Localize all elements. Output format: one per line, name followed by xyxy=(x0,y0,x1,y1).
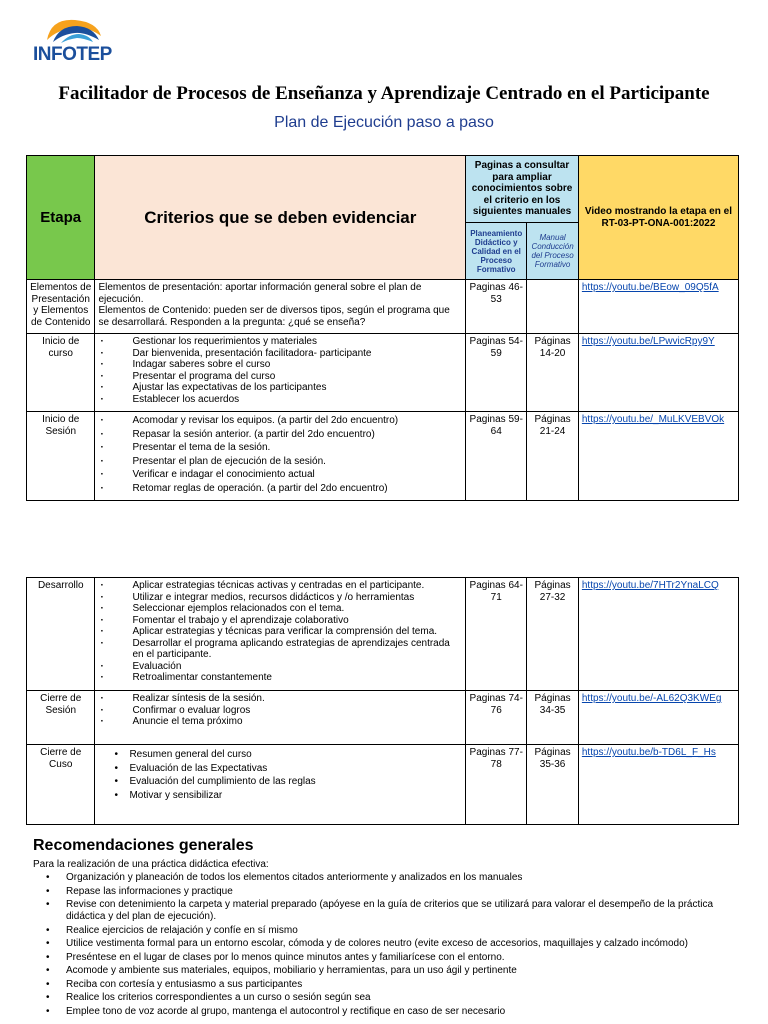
list-item: · Evaluación xyxy=(98,661,462,673)
etapa-cell: Inicio de curso xyxy=(27,334,95,412)
plan-table-part-1 xyxy=(26,155,739,501)
list-item: • Emplee tono de voz acorde al grupo, mantenga el autocontrol y rectifique en caso de ser necesario xyxy=(33,1006,733,1018)
logo-text: INFOTEP xyxy=(33,44,112,65)
video-link[interactable]: https://youtu.be/_MuLKVEBVOk xyxy=(581,414,725,425)
list-item: • Acomode y ambiente sus materiales, equipos, mobiliario y herramientas, para un uso ágil y pertinente xyxy=(33,965,733,977)
list-item: · Utilizar e integrar medios, recursos didácticos y /o herramientas xyxy=(98,592,462,604)
list-item: • Preséntese en el lugar de clases por lo menos quince minutos antes y familiarícese con el entorno. xyxy=(33,952,733,964)
list-item: · Presentar el plan de ejecución de la sesión. xyxy=(98,455,462,469)
list-item: · Ajustar las expectativas de los participantes xyxy=(98,382,462,394)
video-link[interactable]: https://youtu.be/b-TD6L_F_Hs xyxy=(581,747,716,758)
recommendations-intro: Para la realización de una práctica didáctica efectiva: xyxy=(33,859,269,870)
header-paginas: Paginas a consultar para ampliar conocimientos sobre el criterio en los siguientes manuales xyxy=(466,156,579,223)
list-item: • Resumen general del curso xyxy=(98,749,462,761)
paginas-planeamiento: Paginas 46-53 xyxy=(466,280,527,334)
video-cell xyxy=(578,334,738,412)
video-link[interactable]: https://youtu.be/BEow_09Q5fA xyxy=(581,282,719,293)
criterios-cell xyxy=(95,578,466,691)
paginas-conduccion: Páginas 14-20 xyxy=(527,334,579,412)
plan-table-part-2 xyxy=(26,577,739,825)
video-link[interactable]: https://youtu.be/-AL62Q3KWEg xyxy=(581,693,722,704)
list-item: · Establecer los acuerdos xyxy=(98,394,462,406)
etapa-cell: Inicio de Sesión xyxy=(27,412,95,501)
header-etapa: Etapa xyxy=(27,156,95,280)
video-cell xyxy=(578,691,738,745)
header-manual-conduccion: Manual Conducción del Proceso Formativo xyxy=(527,223,579,280)
list-item: • Motivar y sensibilizar xyxy=(98,790,462,802)
criterios-cell xyxy=(95,334,466,412)
list-item: · Fomentar el trabajo y el aprendizaje colaborativo xyxy=(98,615,462,627)
list-item: · Aplicar estrategias técnicas activas y centradas en el participante. xyxy=(98,580,462,592)
criterio-text: Elementos de presentación: aportar información general sobre el plan de ejecución. xyxy=(98,282,422,305)
table-row xyxy=(27,334,739,412)
paginas-planeamiento: Paginas 59-64 xyxy=(466,412,527,501)
list-item: · Indagar saberes sobre el curso xyxy=(98,359,462,371)
table-row xyxy=(27,745,739,825)
infotep-logo-mark xyxy=(39,14,111,44)
table-row xyxy=(27,280,739,334)
list-item: · Seleccionar ejemplos relacionados con el tema. xyxy=(98,603,462,615)
list-item: · Realizar síntesis de la sesión. xyxy=(98,693,462,705)
list-item: · Presentar el tema de la sesión. xyxy=(98,441,462,455)
list-item: • Evaluación del cumplimiento de las reglas xyxy=(98,776,462,788)
list-item: · Anuncie el tema próximo xyxy=(98,716,462,728)
list-item: · Dar bienvenida, presentación facilitadora- participante xyxy=(98,348,462,360)
video-cell xyxy=(578,412,738,501)
list-item: · Confirmar o evaluar logros xyxy=(98,705,462,717)
video-link[interactable]: https://youtu.be/LPwvicRpy9Y xyxy=(581,336,715,347)
paginas-planeamiento: Paginas 77-78 xyxy=(466,745,527,825)
video-link[interactable]: https://youtu.be/7HTr2YnaLCQ xyxy=(581,580,719,591)
list-item: • Revise con detenimiento la carpeta y material preparado (apóyese en la guía de criterios que se utilizará para valorar el desempeño de la práctica didáctica y del plan de ejecución). xyxy=(33,899,733,923)
table-row xyxy=(27,691,739,745)
paginas-conduccion: Páginas 21-24 xyxy=(527,412,579,501)
criterios-cell xyxy=(95,280,466,334)
recommendations-list xyxy=(33,872,733,1019)
paginas-planeamiento: Paginas 64-71 xyxy=(466,578,527,691)
list-item: • Evaluación de las Expectativas xyxy=(98,763,462,775)
criterios-cell xyxy=(95,412,466,501)
list-item: · Desarrollar el programa aplicando estrategias de aprendizajes centrada en el participante. xyxy=(98,638,462,661)
list-item: • Repase las informaciones y practique xyxy=(33,886,733,898)
etapa-cell: Cierre de Cuso xyxy=(27,745,95,825)
list-item: • Utilice vestimenta formal para un entorno escolar, cómoda y de colores neutro (evite exceso de accesorios, maquillajes y calzado incómodo) xyxy=(33,938,733,950)
list-item: • Organización y planeación de todos los elementos citados anteriormente y analizados en los manuales xyxy=(33,872,733,884)
list-item: · Acomodar y revisar los equipos. (a partir del 2do encuentro) xyxy=(98,414,462,428)
paginas-conduccion: Páginas 27-32 xyxy=(527,578,579,691)
table-row xyxy=(27,412,739,501)
etapa-cell: Cierre de Sesión xyxy=(27,691,95,745)
header-criterios: Criterios que se deben evidenciar xyxy=(95,156,466,280)
etapa-cell: Elementos de Presentación y Elementos de Contenido xyxy=(27,280,95,334)
list-item: • Realice los criterios correspondientes a un curso o sesión según sea xyxy=(33,992,733,1004)
infotep-logo xyxy=(33,14,113,64)
list-item: · Retomar reglas de operación. (a partir del 2do encuentro) xyxy=(98,482,462,496)
list-item: · Gestionar los requerimientos y materiales xyxy=(98,336,462,348)
paginas-conduccion xyxy=(527,280,579,334)
etapa-cell: Desarrollo xyxy=(27,578,95,691)
paginas-planeamiento: Paginas 74-76 xyxy=(466,691,527,745)
list-item: · Repasar la sesión anterior. (a partir del 2do encuentro) xyxy=(98,428,462,442)
paginas-conduccion: Páginas 35-36 xyxy=(527,745,579,825)
criterio-text: Elementos de Contenido: pueden ser de diversos tipos, según el programa que se desarrollará. Responden a la pregunta: ¿qué se enseña? xyxy=(98,305,450,328)
table-row xyxy=(27,578,739,691)
recommendations-title: Recomendaciones generales xyxy=(33,837,254,854)
list-item: · Retroalimentar constantemente xyxy=(98,672,462,684)
video-cell xyxy=(578,280,738,334)
list-item: · Verificar e indagar el conocimiento actual xyxy=(98,468,462,482)
document-subtitle: Plan de Ejecución paso a paso xyxy=(274,114,494,131)
header-manual-planeamiento: Planeamiento Didáctico y Calidad en el Proceso Formativo xyxy=(466,223,527,280)
list-item: • Realice ejercicios de relajación y confíe en sí mismo xyxy=(33,925,733,937)
document-title: Facilitador de Procesos de Enseñanza y Aprendizaje Centrado en el Participante xyxy=(58,83,710,104)
paginas-conduccion: Páginas 34-35 xyxy=(527,691,579,745)
criterios-cell xyxy=(95,745,466,825)
criterios-cell xyxy=(95,691,466,745)
header-video: Video mostrando la etapa en el RT-03-PT-ONA-001:2022 xyxy=(578,156,738,280)
list-item: · Aplicar estrategias y técnicas para verificar la comprensión del tema. xyxy=(98,626,462,638)
list-item: · Presentar el programa del curso xyxy=(98,371,462,383)
list-item: • Reciba con cortesía y entusiasmo a sus participantes xyxy=(33,979,733,991)
paginas-planeamiento: Paginas 54-59 xyxy=(466,334,527,412)
video-cell xyxy=(578,578,738,691)
video-cell xyxy=(578,745,738,825)
